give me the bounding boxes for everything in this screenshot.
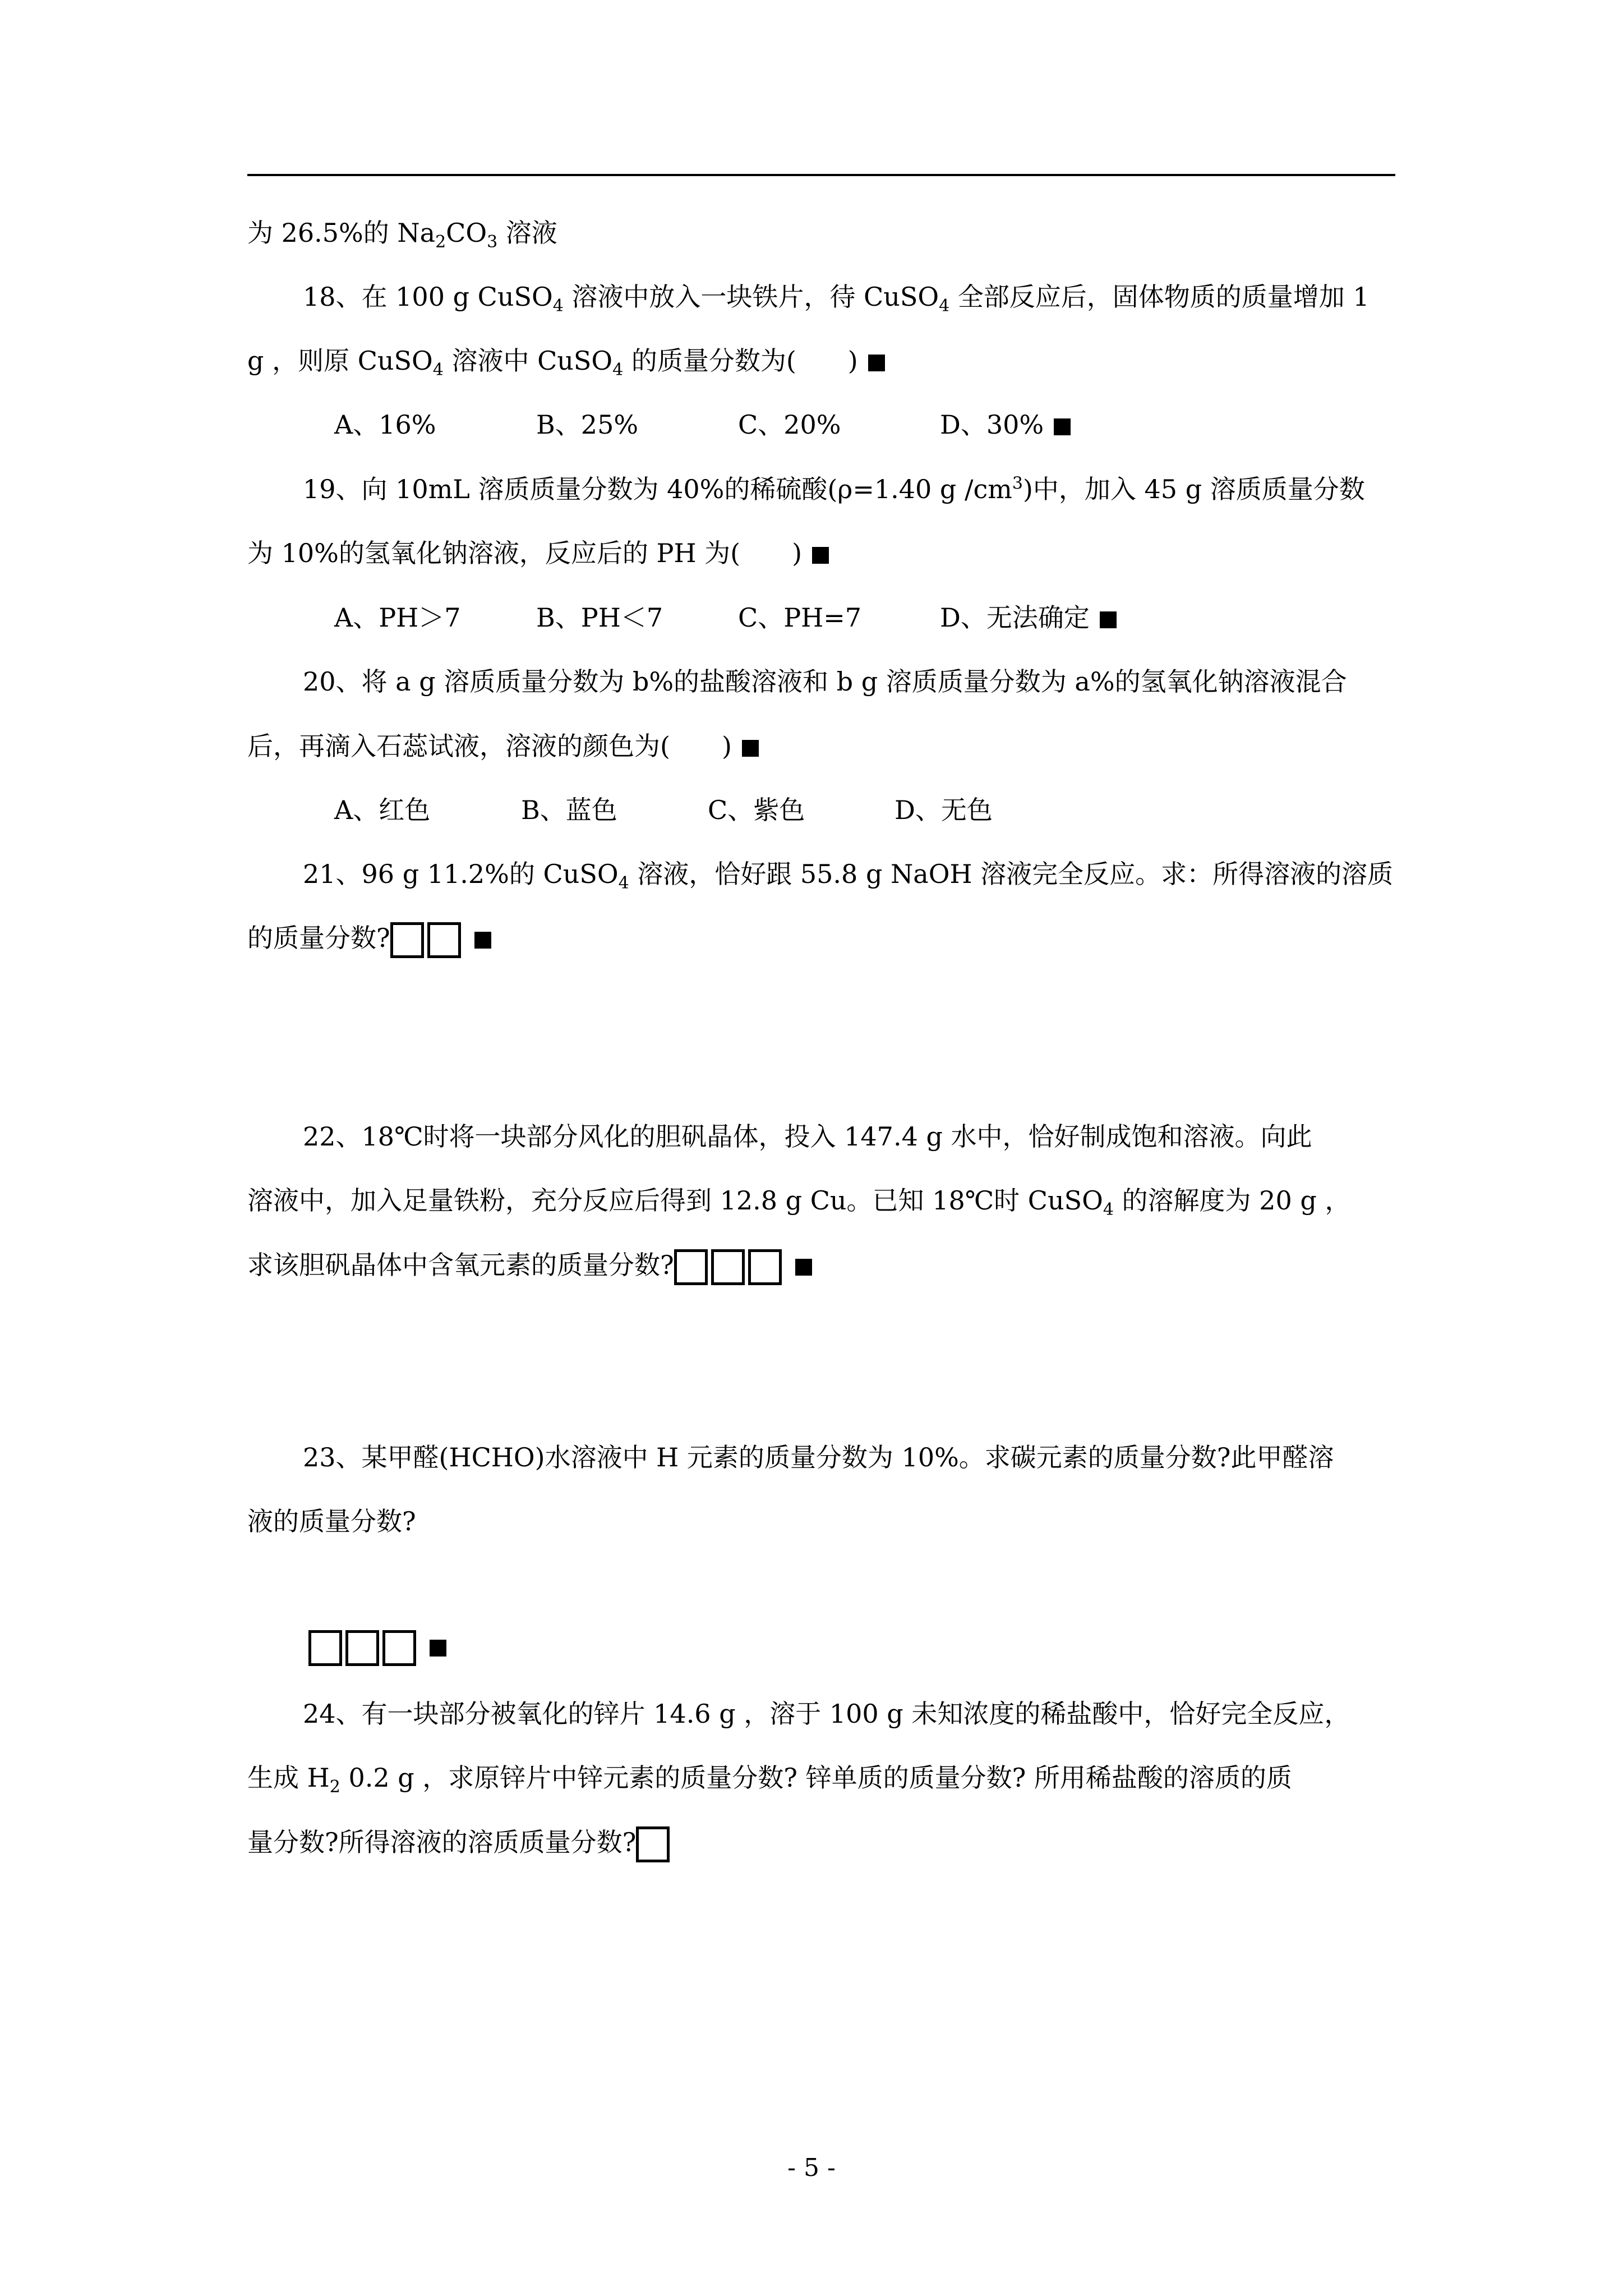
black-square-marker xyxy=(474,932,491,949)
q20-options xyxy=(334,788,1484,832)
option-d: D、无法确定 xyxy=(940,602,1090,633)
q22-line-3 xyxy=(247,1243,1397,1287)
option-b: B、PH＜7 xyxy=(536,602,663,633)
q19-line-2 xyxy=(247,531,1397,576)
black-square-marker xyxy=(868,355,885,371)
q23-line-2 xyxy=(247,1499,1397,1544)
q24-line-3 xyxy=(247,1820,1397,1865)
q22-line-1 xyxy=(303,1114,1453,1159)
q20-text: 后，再滴入石蕊试液，溶液的颜色为( ) xyxy=(247,731,732,761)
q23-text: 液的质量分数? xyxy=(247,1506,416,1536)
q17-text: 溶液 xyxy=(497,218,557,248)
q18-text: g ，则原 CuSO xyxy=(247,346,433,376)
subscript: 3 xyxy=(487,232,498,252)
q18-text: 18、在 100 g CuSO xyxy=(303,282,553,312)
black-square-marker xyxy=(812,547,829,564)
subscript: 4 xyxy=(618,873,629,894)
q19-text: 为 10%的氢氧化钠溶液，反应后的 PH 为( ) xyxy=(247,538,803,568)
option-a: A、PH＞7 xyxy=(334,602,461,633)
option-a: A、红色 xyxy=(334,795,431,825)
subscript: 4 xyxy=(432,360,444,380)
subscript: 4 xyxy=(939,296,950,316)
q21-text: 溶液，恰好跟 55.8 g NaOH 溶液完全反应。求：所得溶液的溶质 xyxy=(629,859,1394,889)
q24-text: 生成 H xyxy=(247,1763,330,1793)
q18-text: 溶液中放入一块铁片，待 CuSO xyxy=(563,282,939,312)
q24-text: 24、有一块部分被氧化的锌片 14.6 g ，溶于 100 g 未知浓度的稀盐酸中，恰好完全反应， xyxy=(303,1699,1350,1729)
empty-box-icon xyxy=(636,1826,670,1862)
q17-text: CO xyxy=(446,218,487,248)
option-b: B、25% xyxy=(536,409,639,440)
empty-box-icon xyxy=(427,922,461,958)
subscript: 2 xyxy=(329,1777,340,1797)
superscript: 3 xyxy=(1012,473,1023,494)
q24-line-1 xyxy=(303,1691,1453,1736)
q19-text: 19、向 10mL 溶质质量分数为 40%的稀硫酸(ρ=1.40 g /cm xyxy=(303,474,1012,504)
option-c: C、20% xyxy=(738,409,841,440)
empty-box-icon xyxy=(674,1249,708,1285)
q23-text: 23、某甲醛(HCHO)水溶液中 H 元素的质量分数为 10%。求碳元素的质量分数?此甲醛溶 xyxy=(303,1442,1334,1473)
q19-line-1 xyxy=(303,467,1453,512)
q17-tail-line xyxy=(247,210,1397,255)
option-a: A、16% xyxy=(334,409,436,440)
q18-text: 的质量分数为( ) xyxy=(623,346,858,376)
q20-line-2 xyxy=(247,724,1397,769)
q21-text: 的质量分数? xyxy=(247,923,390,953)
q19-text: )中，加入 45 g 溶质质量分数 xyxy=(1022,474,1365,504)
empty-box-icon xyxy=(390,922,424,958)
q22-line-2 xyxy=(247,1178,1397,1223)
black-square-marker xyxy=(1100,611,1117,628)
q24-line-2 xyxy=(247,1755,1397,1800)
black-square-marker xyxy=(795,1259,812,1276)
black-square-marker xyxy=(430,1640,446,1657)
black-square-marker xyxy=(742,740,759,757)
subscript: 4 xyxy=(1103,1200,1114,1220)
option-c: C、PH=7 xyxy=(738,602,862,633)
q22-text: 求该胆矾晶体中含氧元素的质量分数? xyxy=(247,1250,674,1280)
q20-line-1 xyxy=(303,659,1453,704)
q24-text: 量分数?所得溶液的溶质质量分数? xyxy=(247,1827,637,1857)
option-d: D、无色 xyxy=(895,795,993,825)
q23-answer-boxes xyxy=(308,1623,1458,1668)
q18-line-2 xyxy=(247,338,1397,383)
subscript: 4 xyxy=(552,296,564,316)
black-square-marker xyxy=(1054,418,1071,435)
empty-box-icon xyxy=(345,1630,379,1666)
q21-line-1 xyxy=(303,852,1453,896)
option-d: D、30% xyxy=(940,409,1044,440)
empty-box-icon xyxy=(748,1249,782,1285)
q23-line-1 xyxy=(303,1435,1453,1480)
q22-text: 22、18℃时将一块部分风化的胆矾晶体，投入 147.4 g 水中，恰好制成饱和溶液。向此 xyxy=(303,1121,1312,1152)
q18-text: 全部反应后，固体物质的质量增加 1 xyxy=(949,282,1370,312)
q21-text: 21、96 g 11.2%的 CuSO xyxy=(303,859,619,889)
option-b: B、蓝色 xyxy=(521,795,617,825)
option-c: C、紫色 xyxy=(708,795,805,825)
header-rule xyxy=(247,174,1395,176)
q22-text: 的溶解度为 20 g ， xyxy=(1113,1185,1351,1216)
empty-box-icon xyxy=(382,1630,416,1666)
q18-text: 溶液中 CuSO xyxy=(443,346,613,376)
subscript: 2 xyxy=(435,232,446,252)
q17-text: 为 26.5%的 Na xyxy=(247,218,436,248)
q24-text: 0.2 g ，求原锌片中锌元素的质量分数? 锌单质的质量分数? 所用稀盐酸的溶质的质 xyxy=(340,1763,1292,1793)
q19-options xyxy=(334,595,1484,640)
q18-options xyxy=(334,402,1484,447)
q18-line-1 xyxy=(303,274,1453,319)
empty-box-icon xyxy=(308,1630,342,1666)
page-number: - 5 - xyxy=(787,2154,836,2182)
empty-box-icon xyxy=(711,1249,745,1285)
subscript: 4 xyxy=(612,360,624,380)
q20-text: 20、将 a g 溶质质量分数为 b%的盐酸溶液和 b g 溶质质量分数为 a%的氢氧化钠溶液混合 xyxy=(303,666,1347,697)
q21-line-2 xyxy=(247,915,1397,960)
q22-text: 溶液中，加入足量铁粉，充分反应后得到 12.8 g Cu。已知 18℃时 CuSO xyxy=(247,1185,1103,1216)
